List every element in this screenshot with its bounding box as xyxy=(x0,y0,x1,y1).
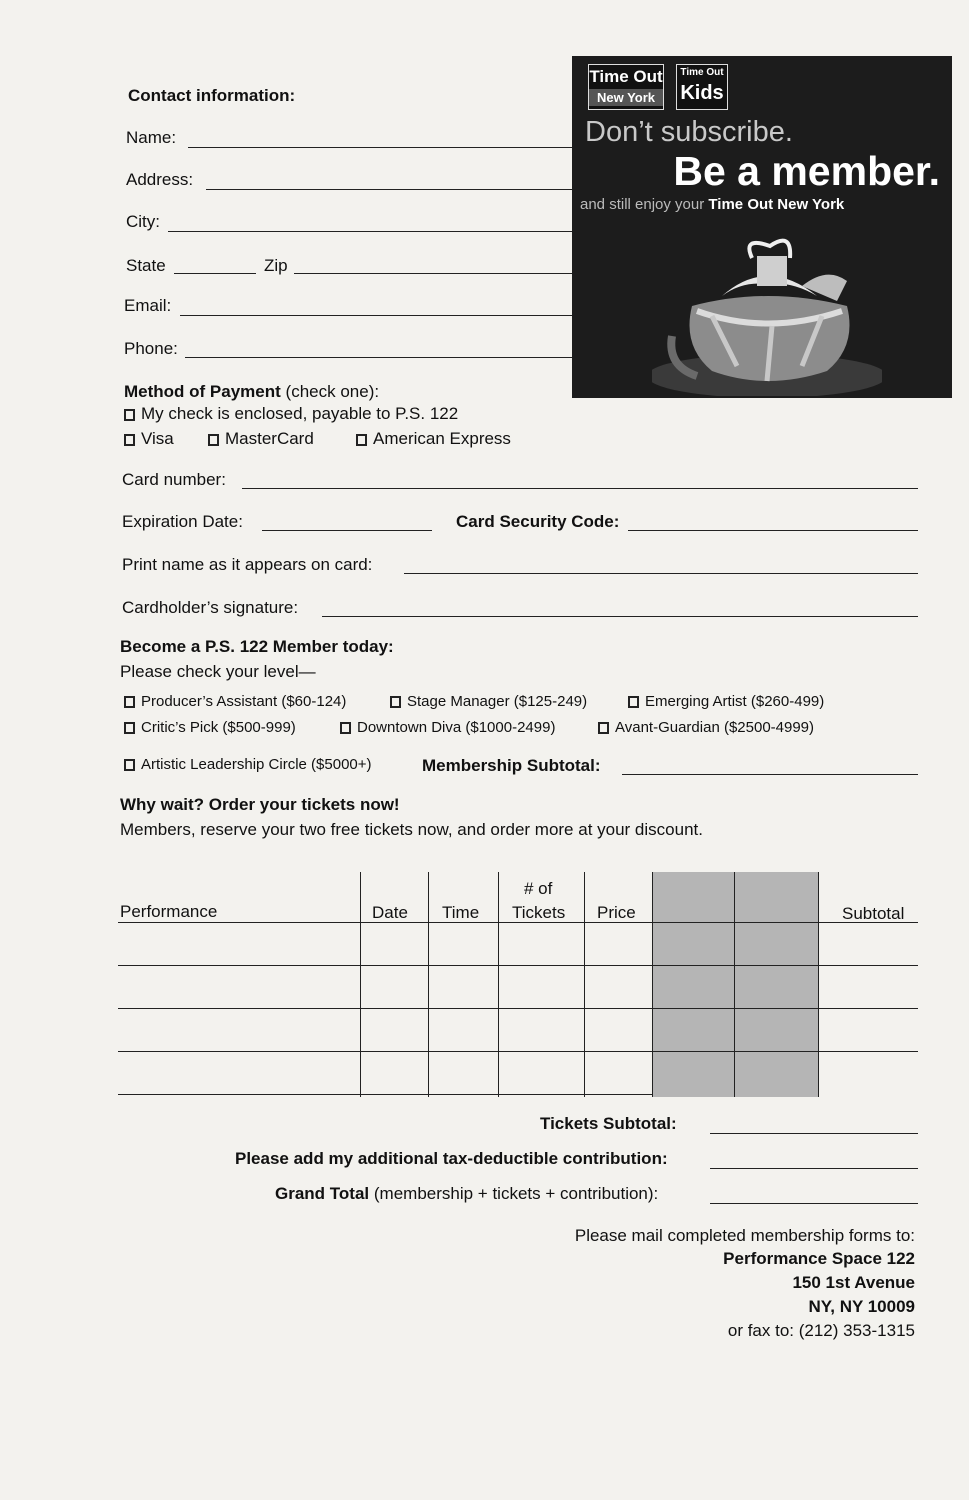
grand-total-label xyxy=(275,1184,658,1204)
level-checkbox[interactable] xyxy=(124,759,135,771)
phone-field[interactable] xyxy=(185,357,572,358)
contact-heading: Contact information: xyxy=(128,86,296,105)
table-row-line xyxy=(118,1008,918,1009)
price-column-header: Price xyxy=(597,903,636,922)
address-field[interactable] xyxy=(206,189,572,190)
ticket-order-table xyxy=(118,872,918,1097)
level-checkbox[interactable] xyxy=(124,696,135,708)
level-producers-assistant[interactable] xyxy=(124,693,346,710)
number-of-column-header: # of xyxy=(524,879,553,898)
ad-subline xyxy=(580,196,844,213)
level-label: Avant-Guardian ($2500-4999) xyxy=(615,719,815,736)
gift-cake-image xyxy=(652,226,882,396)
state-label: State xyxy=(126,256,166,275)
logo-timeout-text: Time Out xyxy=(589,67,663,86)
tickets-column-header: Tickets xyxy=(512,903,566,922)
column-divider xyxy=(360,872,361,1097)
level-label: Downtown Diva ($1000-2499) xyxy=(357,719,556,736)
grand-total-field[interactable] xyxy=(710,1203,918,1204)
mastercard-label: MasterCard xyxy=(225,429,314,448)
payment-heading xyxy=(124,382,379,402)
signature-label: Cardholder’s signature: xyxy=(122,598,299,617)
mastercard-option[interactable] xyxy=(208,429,314,449)
name-field[interactable] xyxy=(188,147,572,148)
check-checkbox[interactable] xyxy=(124,409,135,421)
level-checkbox[interactable] xyxy=(628,696,639,708)
city-label: City: xyxy=(126,212,160,231)
city-field[interactable] xyxy=(168,231,572,232)
zip-field[interactable] xyxy=(294,273,572,274)
level-artistic-leadership-circle[interactable] xyxy=(124,756,372,773)
visa-label: Visa xyxy=(141,429,174,448)
amex-checkbox[interactable] xyxy=(356,434,367,446)
contribution-label: Please add my additional tax-deductible contribution: xyxy=(235,1149,668,1168)
expiration-field[interactable] xyxy=(262,530,432,531)
ad-headline-be-a-member: Be a member. xyxy=(673,148,940,194)
level-label: Stage Manager ($125-249) xyxy=(407,693,588,710)
level-checkbox[interactable] xyxy=(390,696,401,708)
tickets-heading: Why wait? Order your tickets now! xyxy=(120,795,400,814)
level-label: Critic’s Pick ($500-999) xyxy=(141,719,296,736)
level-critics-pick[interactable] xyxy=(124,719,296,736)
level-avant-guardian[interactable] xyxy=(598,719,814,736)
card-number-field[interactable] xyxy=(242,488,918,489)
mail-org: Performance Space 122 xyxy=(723,1249,915,1268)
card-number-label: Card number: xyxy=(122,470,226,489)
membership-subtotal-field[interactable] xyxy=(622,774,918,775)
mail-fax: or fax to: (212) 353-1315 xyxy=(727,1321,915,1340)
column-divider xyxy=(584,872,585,1097)
ad-headline-dont-subscribe: Don’t subscribe. xyxy=(585,116,793,148)
level-stage-manager[interactable] xyxy=(390,693,587,710)
level-emerging-artist[interactable] xyxy=(628,693,824,710)
price-column-shading xyxy=(652,872,818,1097)
logo-kids-text: Kids xyxy=(680,82,724,104)
security-code-label: Card Security Code: xyxy=(456,512,620,531)
name-label: Name: xyxy=(126,128,177,147)
state-field[interactable] xyxy=(174,273,256,274)
tickets-subtotal-label: Tickets Subtotal: xyxy=(540,1114,677,1133)
ad-subline-brand: Time Out New York xyxy=(708,196,845,213)
time-out-advertisement xyxy=(572,56,952,398)
logo-timeout-small-text: Time Out xyxy=(680,67,724,78)
column-divider xyxy=(428,872,429,1097)
print-name-label: Print name as it appears on card: xyxy=(122,555,373,574)
level-checkbox[interactable] xyxy=(598,722,609,734)
membership-subtotal-label: Membership Subtotal: xyxy=(422,756,601,775)
visa-option[interactable] xyxy=(124,429,174,449)
membership-heading: Become a P.S. 122 Member today: xyxy=(120,637,394,656)
security-code-field[interactable] xyxy=(628,530,918,531)
time-out-kids-logo xyxy=(676,64,728,110)
payment-heading-suffix: (check one): xyxy=(285,382,380,401)
payment-heading-text: Method of Payment xyxy=(124,382,281,401)
membership-subheading: Please check your level— xyxy=(120,662,316,681)
performance-column-header: Performance xyxy=(120,902,218,921)
mastercard-checkbox[interactable] xyxy=(208,434,219,446)
mail-city: NY, NY 10009 xyxy=(808,1297,915,1316)
grand-total-text: Grand Total xyxy=(275,1184,370,1203)
level-checkbox[interactable] xyxy=(124,722,135,734)
level-checkbox[interactable] xyxy=(340,722,351,734)
ad-subline-prefix: and still enjoy your xyxy=(580,196,705,213)
level-label: Producer’s Assistant ($60-124) xyxy=(141,693,347,710)
visa-checkbox[interactable] xyxy=(124,434,135,446)
address-label: Address: xyxy=(126,170,194,189)
table-row-line xyxy=(118,1094,652,1095)
expiration-label: Expiration Date: xyxy=(122,512,243,531)
zip-label: Zip xyxy=(264,256,288,275)
email-label: Email: xyxy=(124,296,172,315)
tickets-subtotal-field[interactable] xyxy=(710,1133,918,1134)
time-column-header: Time xyxy=(442,903,480,922)
grand-total-suffix: (membership + tickets + contribution): xyxy=(373,1184,659,1203)
level-label: Artistic Leadership Circle ($5000+) xyxy=(141,756,372,773)
print-name-field[interactable] xyxy=(404,573,918,574)
date-column-header: Date xyxy=(372,903,408,922)
column-divider xyxy=(652,872,653,1097)
subtotal-column-header: Subtotal xyxy=(842,904,905,923)
amex-label: American Express xyxy=(373,429,511,448)
contribution-field[interactable] xyxy=(710,1168,918,1169)
time-out-new-york-logo xyxy=(588,64,664,110)
mail-street: 150 1st Avenue xyxy=(792,1273,915,1292)
column-divider xyxy=(818,872,819,1097)
column-divider xyxy=(734,872,735,1097)
email-field[interactable] xyxy=(180,315,572,316)
column-divider xyxy=(498,872,499,1097)
check-option-label: My check is enclosed, payable to P.S. 122 xyxy=(141,404,459,423)
mail-instruction: Please mail completed membership forms to: xyxy=(574,1226,915,1245)
table-row-line xyxy=(118,1051,918,1052)
check-option[interactable] xyxy=(124,404,458,424)
signature-field[interactable] xyxy=(322,616,918,617)
phone-label: Phone: xyxy=(124,339,178,358)
logo-newyork-text: New York xyxy=(589,89,663,106)
amex-option[interactable] xyxy=(356,429,511,449)
tickets-subheading: Members, reserve your two free tickets now, and order more at your discount. xyxy=(120,820,703,839)
table-row-line xyxy=(118,965,918,966)
level-downtown-diva[interactable] xyxy=(340,719,555,736)
level-label: Emerging Artist ($260-499) xyxy=(645,693,825,710)
